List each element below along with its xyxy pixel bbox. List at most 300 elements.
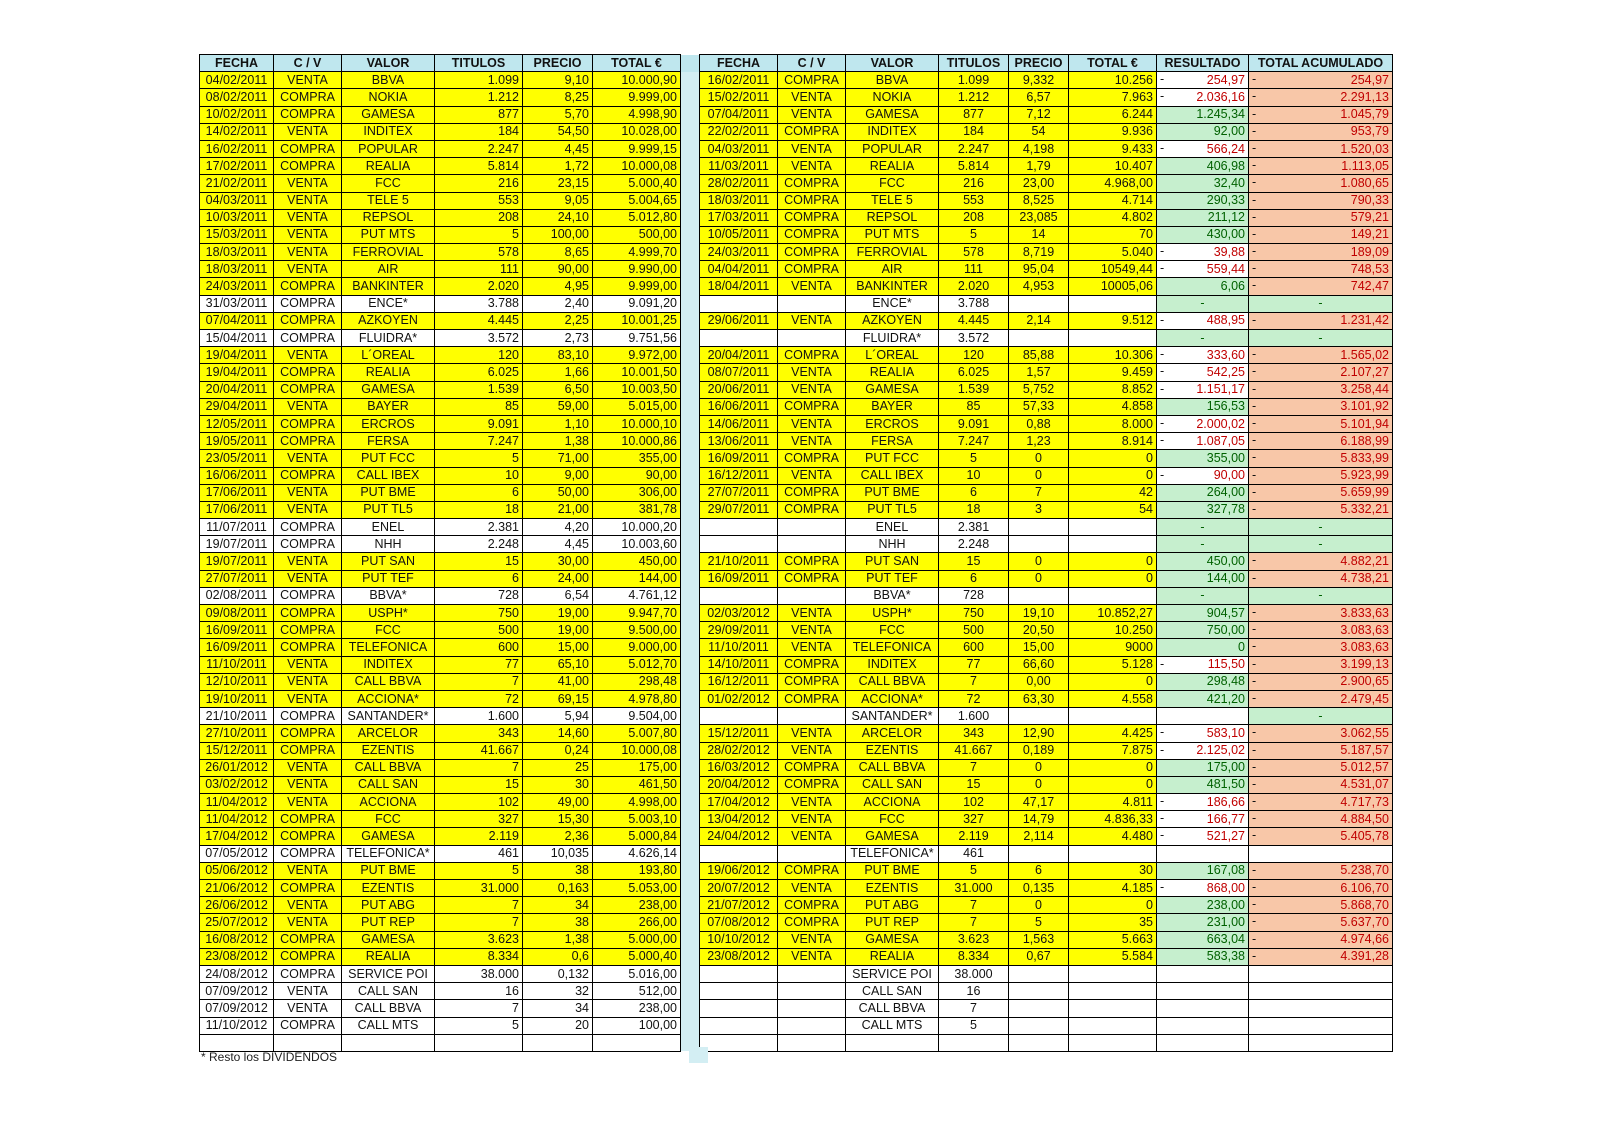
cell-cv [274,1034,342,1051]
cell-precio2: 54 [1009,123,1069,140]
cell-cv2: VENTA [778,811,846,828]
cell-precio: 41,00 [523,673,593,690]
cell-fecha: 16/02/2011 [200,140,274,157]
cell-valor: PUT TEF [342,570,435,587]
negative-sign: - [1160,742,1165,757]
cell-titulos2: 1.539 [939,381,1009,398]
cell-cv: COMPRA [274,587,342,604]
cell-titulos2: 7 [939,914,1009,931]
cell-valor2: GAMESA [846,931,939,948]
cell-titulos2: 77 [939,656,1009,673]
cell-value: 298,48 [1206,674,1245,689]
cell-cv2: COMPRA [778,914,846,931]
cell-cv: COMPRA [274,622,342,639]
table-row [200,914,1393,931]
negative-sign: - [1160,828,1165,843]
cell-cv2: COMPRA [778,175,846,192]
cell-precio: 1,66 [523,364,593,381]
cell-cv2 [778,330,846,347]
negative-sign: - [1252,140,1257,155]
cell-resultado [1157,536,1249,553]
cell-fecha2: 20/07/2012 [700,880,778,897]
negative-sign: - [1252,656,1257,671]
cell-total2: 10005,06 [1069,278,1157,295]
negative-sign: - [1252,158,1257,173]
cell-resultado [1157,811,1249,828]
cell-cv2: VENTA [778,415,846,432]
cell-resultado [1157,570,1249,587]
cell-titulos2: 877 [939,106,1009,123]
cell-acumulado [1249,776,1393,793]
cell-sep [681,1017,700,1034]
table-row [200,880,1393,897]
cell-titulos2: 41.667 [939,742,1009,759]
cell-value: 5.332,21 [1340,502,1389,517]
cell-titulos: 1.212 [435,89,523,106]
cell-cv2 [778,587,846,604]
cell-sep [681,175,700,192]
cell-precio: 4,20 [523,519,593,536]
cell-fecha2: 29/07/2011 [700,501,778,518]
cell-resultado [1157,484,1249,501]
cell-precio: 15,00 [523,639,593,656]
cell-precio: 6,54 [523,587,593,604]
table-row [200,398,1393,415]
cell-precio2: 2,114 [1009,828,1069,845]
cell-value: 4.531,07 [1340,777,1389,792]
cell-titulos2: 5 [939,226,1009,243]
negative-sign: - [1252,690,1257,705]
cell-total: 10.028,00 [593,123,681,140]
cell-valor2: PUT TEF [846,570,939,587]
cell-sep [681,347,700,364]
cell-valor2: ERCROS [846,415,939,432]
cell-resultado [1157,828,1249,845]
cell-value: 2.291,13 [1340,89,1389,104]
cell-total: 9.999,15 [593,140,681,157]
cell-resultado [1157,605,1249,622]
cell-titulos: 461 [435,845,523,862]
cell-valor: CALL SAN [342,776,435,793]
cell-fecha2 [700,965,778,982]
cell-valor2: CALL MTS [846,1017,939,1034]
cell-total2: 4.425 [1069,725,1157,742]
cell-titulos2: 184 [939,123,1009,140]
cell-total2: 5.584 [1069,948,1157,965]
cell-fecha2: 28/02/2012 [700,742,778,759]
cell-total2: 10.250 [1069,622,1157,639]
cell-precio: 8,25 [523,89,593,106]
cell-titulos2: 5.814 [939,158,1009,175]
cell-fecha: 18/03/2011 [200,244,274,261]
table-row [200,965,1393,982]
cell-precio: 32 [523,983,593,1000]
cell-value: 1.045,79 [1340,107,1389,122]
cell-valor: CALL BBVA [342,1000,435,1017]
cell-precio: 2,73 [523,330,593,347]
negative-sign: - [1160,140,1165,155]
cell-fecha2: 28/02/2011 [700,175,778,192]
cell-precio: 4,45 [523,140,593,157]
cell-total: 238,00 [593,897,681,914]
cell-value: 2.479,45 [1340,691,1389,706]
cell-total2: 4.714 [1069,192,1157,209]
cell-value: 5.637,70 [1340,914,1389,929]
cell-valor2: PUT BME [846,484,939,501]
cell-fecha [200,1034,274,1051]
negative-sign: - [1160,880,1165,894]
cell-cv: VENTA [274,261,342,278]
cell-total: 381,78 [593,501,681,518]
cell-acumulado [1249,759,1393,776]
cell-acumulado [1249,811,1393,828]
cell-precio2: 5,752 [1009,381,1069,398]
header-row [200,55,1393,72]
cell-precio2 [1009,983,1069,1000]
cell-valor: FLUIDRA* [342,330,435,347]
table-row [200,123,1393,140]
cell-value: 2.000,02 [1196,416,1245,431]
cell-precio: 30 [523,776,593,793]
cell-precio2 [1009,519,1069,536]
cell-precio2: 23,00 [1009,175,1069,192]
cell-valor: CALL MTS [342,1017,435,1034]
cell-value: 4.884,50 [1340,811,1389,826]
negative-sign: - [1252,381,1257,396]
cell-precio: 10,035 [523,845,593,862]
cell-valor: PUT SAN [342,553,435,570]
cell-fecha: 27/07/2011 [200,570,274,587]
negative-sign: - [1252,192,1257,207]
cell-total2: 9.512 [1069,312,1157,329]
cell-precio: 2,25 [523,312,593,329]
cell-titulos2: 216 [939,175,1009,192]
cell-sep [681,398,700,415]
cell-total: 144,00 [593,570,681,587]
cell-value: - [1318,296,1323,311]
cell-precio2: 7 [1009,484,1069,501]
cell-precio2: 0 [1009,776,1069,793]
cell-value: 39,88 [1213,244,1245,259]
table-row [200,175,1393,192]
cell-total: 10.003,60 [593,536,681,553]
cell-value: 2.125,02 [1196,743,1245,758]
cell-fecha: 26/01/2012 [200,759,274,776]
cell-fecha2: 02/03/2012 [700,605,778,622]
cell-value: 231,00 [1206,914,1245,929]
cell-acumulado [1249,295,1393,312]
cell-titulos: 3.788 [435,295,523,312]
cell-precio: 38 [523,914,593,931]
cell-total2: 0 [1069,467,1157,484]
cell-value: 1.087,05 [1196,433,1245,448]
cell-acumulado [1249,484,1393,501]
cell-valor: PUT REP [342,914,435,931]
cell-fecha: 15/12/2011 [200,742,274,759]
cell-valor2: FCC [846,622,939,639]
cell-titulos: 15 [435,776,523,793]
cell-fecha: 16/09/2011 [200,639,274,656]
cell-titulos2: 461 [939,845,1009,862]
cell-fecha: 20/04/2011 [200,381,274,398]
cell-valor: ARCELOR [342,725,435,742]
negative-sign: - [1252,175,1257,190]
cell-valor2: PUT REP [846,914,939,931]
cell-titulos2: 6 [939,484,1009,501]
table-row [200,433,1393,450]
cell-cv2 [778,1034,846,1051]
cell-precio: 25 [523,759,593,776]
cell-valor2: EZENTIS [846,880,939,897]
cell-value: 6.106,70 [1340,880,1389,895]
cell-valor2 [846,1034,939,1051]
cell-fecha: 21/10/2011 [200,708,274,725]
cell-total: 5.003,10 [593,811,681,828]
header-precio2: PRECIO [1009,55,1069,72]
cell-resultado [1157,776,1249,793]
cell-resultado [1157,690,1249,707]
cell-sep [681,880,700,897]
cell-precio: 0,6 [523,948,593,965]
cell-sep [681,226,700,243]
cell-titulos: 18 [435,501,523,518]
cell-titulos: 6 [435,484,523,501]
cell-valor: BAYER [342,398,435,415]
negative-sign: - [1252,570,1257,585]
cell-titulos: 7 [435,759,523,776]
cell-acumulado [1249,312,1393,329]
cell-fecha2: 20/04/2011 [700,347,778,364]
cell-titulos2: 600 [939,639,1009,656]
cell-fecha2: 18/04/2011 [700,278,778,295]
cell-value: 5.833,99 [1340,450,1389,465]
cell-value: 663,04 [1206,932,1245,947]
cell-value: 6,06 [1220,279,1245,294]
cell-total2: 4.836,33 [1069,811,1157,828]
cell-total: 9.504,00 [593,708,681,725]
cell-value: - [1318,588,1323,603]
negative-sign: - [1252,467,1257,482]
cell-fecha2 [700,983,778,1000]
cell-cv: VENTA [274,862,342,879]
cell-sep [681,965,700,982]
cell-total2: 8.852 [1069,381,1157,398]
cell-value: 742,47 [1350,279,1389,294]
cell-resultado [1157,931,1249,948]
header-fecha: FECHA [200,55,274,72]
header-cv2: C / V [778,55,846,72]
cell-total2: 4.811 [1069,794,1157,811]
cell-total2: 4.558 [1069,690,1157,707]
cell-valor: PUT ABG [342,897,435,914]
cell-sep [681,295,700,312]
cell-fecha2 [700,295,778,312]
cell-sep [681,776,700,793]
cell-precio2 [1009,536,1069,553]
cell-cv2: COMPRA [778,759,846,776]
cell-cv2: COMPRA [778,776,846,793]
cell-cv2: VENTA [778,605,846,622]
cell-valor2: GAMESA [846,106,939,123]
header-resultado: RESULTADO [1157,55,1249,72]
cell-cv: COMPRA [274,725,342,742]
cell-resultado [1157,862,1249,879]
cell-valor: BBVA [342,72,435,89]
table-row [200,244,1393,261]
cell-fecha: 21/06/2012 [200,880,274,897]
table-row [200,794,1393,811]
footnote: * Resto los DIVIDENDOS [201,1050,338,1064]
cell-value: 156,53 [1206,399,1245,414]
cell-valor2: REALIA [846,158,939,175]
cell-resultado [1157,587,1249,604]
cell-precio2: 0,189 [1009,742,1069,759]
cell-cv2: VENTA [778,89,846,106]
cell-value: 904,57 [1206,605,1245,620]
cell-cv: COMPRA [274,948,342,965]
cell-total: 5.016,00 [593,965,681,982]
cell-fecha2: 24/04/2012 [700,828,778,845]
cell-resultado [1157,794,1249,811]
cell-sep [681,897,700,914]
cell-value: 3.833,63 [1340,605,1389,620]
header-cv: C / V [274,55,342,72]
cell-resultado [1157,639,1249,656]
cell-titulos2: 2.381 [939,519,1009,536]
cell-titulos: 2.119 [435,828,523,845]
table-row [200,226,1393,243]
cell-fecha2: 08/07/2011 [700,364,778,381]
table-row [200,106,1393,123]
cell-fecha: 19/04/2011 [200,347,274,364]
cell-cv2: VENTA [778,381,846,398]
cell-cv2: VENTA [778,106,846,123]
cell-titulos2: 6.025 [939,364,1009,381]
table-row [200,192,1393,209]
cell-precio: 34 [523,897,593,914]
cell-valor2: PUT MTS [846,226,939,243]
cell-titulos: 120 [435,347,523,364]
negative-sign: - [1252,261,1257,276]
cell-precio2 [1009,295,1069,312]
cell-cv2: COMPRA [778,261,846,278]
cell-cv: VENTA [274,192,342,209]
cell-titulos: 3.572 [435,330,523,347]
cell-cv: VENTA [274,914,342,931]
cell-fecha: 11/04/2012 [200,794,274,811]
cell-precio2: 1,23 [1009,433,1069,450]
cell-titulos2: 1.600 [939,708,1009,725]
cell-value: 264,00 [1206,485,1245,500]
header-acumulado: TOTAL ACUMULADO [1249,55,1393,72]
cell-valor: REPSOL [342,209,435,226]
cell-precio: 21,00 [523,501,593,518]
cell-resultado [1157,983,1249,1000]
cell-total2: 8.000 [1069,415,1157,432]
cell-precio: 24,00 [523,570,593,587]
cell-titulos: 5 [435,450,523,467]
cell-cv: COMPRA [274,158,342,175]
cell-resultado [1157,656,1249,673]
cell-valor: INDITEX [342,656,435,673]
cell-precio2: 4,953 [1009,278,1069,295]
cell-value: 115,50 [1207,657,1245,672]
cell-resultado [1157,330,1249,347]
cell-valor: EZENTIS [342,742,435,759]
cell-value: 566,24 [1206,141,1245,156]
cell-total2: 4.858 [1069,398,1157,415]
cell-valor: CALL BBVA [342,673,435,690]
cell-precio: 24,10 [523,209,593,226]
cell-titulos: 2.247 [435,140,523,157]
table-row [200,776,1393,793]
cell-precio: 1,10 [523,415,593,432]
cell-total2: 10549,44 [1069,261,1157,278]
cell-precio2: 95,04 [1009,261,1069,278]
cell-fecha2: 20/04/2012 [700,776,778,793]
cell-precio2: 66,60 [1009,656,1069,673]
cell-resultado [1157,244,1249,261]
cell-total2 [1069,536,1157,553]
cell-precio2: 0,67 [1009,948,1069,965]
cell-titulos2: 1.099 [939,72,1009,89]
negative-sign: - [1252,673,1257,688]
cell-total2: 4.968,00 [1069,175,1157,192]
cell-precio: 30,00 [523,553,593,570]
negative-sign: - [1252,605,1257,619]
cell-titulos: 85 [435,398,523,415]
negative-sign: - [1252,931,1257,946]
table-row [200,708,1393,725]
cell-value: 355,00 [1206,450,1245,465]
negative-sign: - [1160,794,1165,809]
cell-fecha: 07/09/2012 [200,1000,274,1017]
cell-valor: NHH [342,536,435,553]
cell-titulos2: 120 [939,347,1009,364]
cell-total: 10.001,25 [593,312,681,329]
cell-fecha: 16/09/2011 [200,622,274,639]
header-titulos: TITULOS [435,55,523,72]
cell-resultado [1157,381,1249,398]
cell-precio2 [1009,845,1069,862]
cell-cv: COMPRA [274,605,342,622]
cell-valor: PUT TL5 [342,501,435,518]
cell-valor2: PUT BME [846,862,939,879]
table-row [200,467,1393,484]
cell-sep [681,158,700,175]
cell-titulos: 5.814 [435,158,523,175]
cell-value: 1.565,02 [1340,347,1389,362]
cell-valor: ACCIONA [342,794,435,811]
cell-valor2: BBVA [846,72,939,89]
cell-cv2: VENTA [778,828,846,845]
cell-resultado [1157,948,1249,965]
header-precio: PRECIO [523,55,593,72]
cell-value: 421,20 [1206,691,1245,706]
cell-precio: 20 [523,1017,593,1034]
cell-precio2: 8,719 [1009,244,1069,261]
cell-precio2: 0,135 [1009,880,1069,897]
cell-total2: 6.244 [1069,106,1157,123]
cell-titulos: 216 [435,175,523,192]
cell-fecha: 24/03/2011 [200,278,274,295]
cell-acumulado [1249,415,1393,432]
cell-sep [681,622,700,639]
cell-sep [681,278,700,295]
cell-total2: 4.185 [1069,880,1157,897]
cell-acumulado [1249,742,1393,759]
cell-valor: GAMESA [342,931,435,948]
